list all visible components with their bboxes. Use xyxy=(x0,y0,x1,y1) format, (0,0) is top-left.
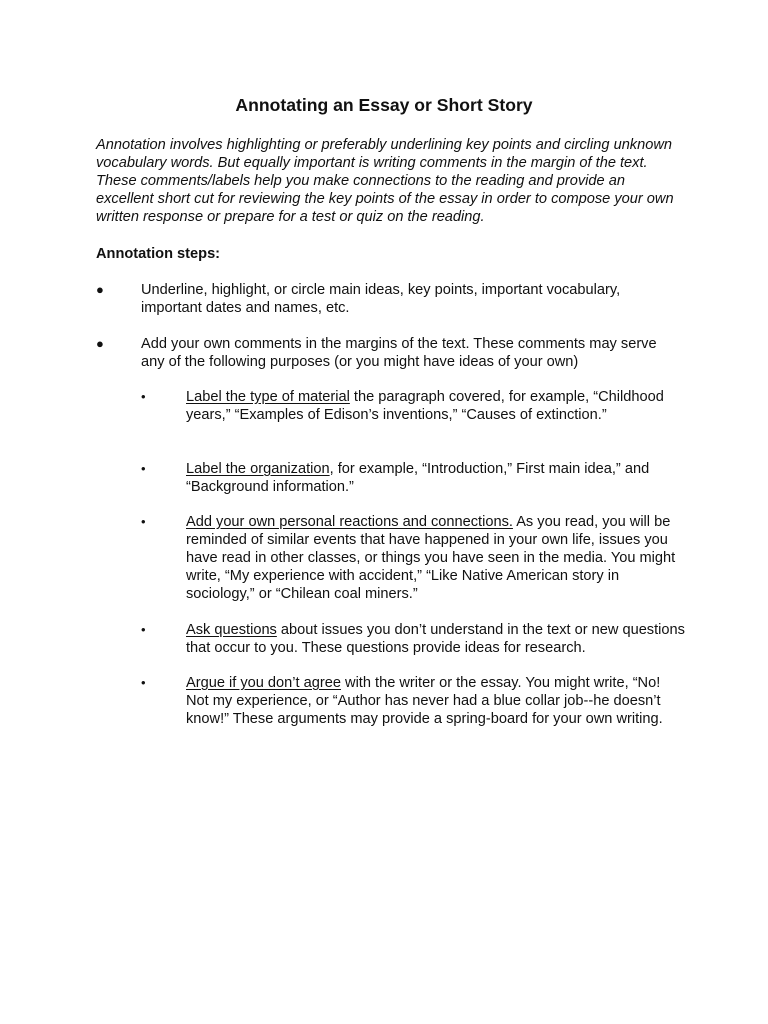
sub-marker: • xyxy=(141,389,146,404)
sub-underlined-label: Label the type of material xyxy=(186,389,350,405)
sub-text xyxy=(186,674,686,728)
sub-marker: • xyxy=(141,622,146,637)
sub-marker: • xyxy=(141,675,146,690)
sub-description: the paragraph covered, for example, “Childhood years,” “Examples of Edison’s inventions,” “Causes of extinction.” xyxy=(186,389,664,423)
sub-underlined-label: Add your own personal reactions and connections. xyxy=(186,514,513,530)
sub-underlined-label: Ask questions xyxy=(186,622,277,638)
sub-underlined-label: Argue if you don’t agree xyxy=(186,675,341,691)
sub-text xyxy=(186,621,686,657)
sub-marker: • xyxy=(141,514,146,529)
document-title: Annotating an Essay or Short Story xyxy=(235,95,533,115)
bullet-marker: ● xyxy=(96,282,104,297)
intro-paragraph: Annotation involves highlighting or preferably underlining key points and circling unknown vocabulary words. But equally important is writing comments in the margin of the text. These comments/labels help you make connections to the reading and provide an excellent short cut for reviewing the key points of the essay in order to compose your own written response or prepare for a test or quiz on the reading. xyxy=(96,137,674,225)
sub-text xyxy=(186,460,686,496)
sub-underlined-label: Label the organization xyxy=(186,461,330,477)
sub-description: , for example, “Introduction,” First main idea,” and “Background information.” xyxy=(186,461,650,495)
sub-text xyxy=(186,388,686,424)
steps-heading: Annotation steps: xyxy=(96,246,221,262)
bullet-text: Underline, highlight, or circle main ideas, key points, important vocabulary, important dates and names, etc. xyxy=(141,282,621,316)
sub-text xyxy=(186,513,686,603)
bullet-text: Add your own comments in the margins of the text. These comments may serve any of the following purposes (or you might have ideas of your own) xyxy=(141,336,657,370)
bullet-marker: ● xyxy=(96,336,104,351)
sub-description: As you read, you will be reminded of similar events that have happened in your own life, issues you have read in other classes, or things you have seen in the media. You might write, “My experience with accident,” “Like Native American story in sociology,” or “Chilean coal miners.” xyxy=(186,514,676,602)
sub-marker: • xyxy=(141,461,146,476)
sub-description: with the writer or the essay. You might write, “No! Not my experience, or “Author has never had a blue collar job--he doesn’t know!” These arguments may provide a spring-board for your own writing. xyxy=(186,675,663,727)
sub-description: about issues you don’t understand in the text or new questions that occur to you. These questions provide ideas for research. xyxy=(186,622,685,656)
